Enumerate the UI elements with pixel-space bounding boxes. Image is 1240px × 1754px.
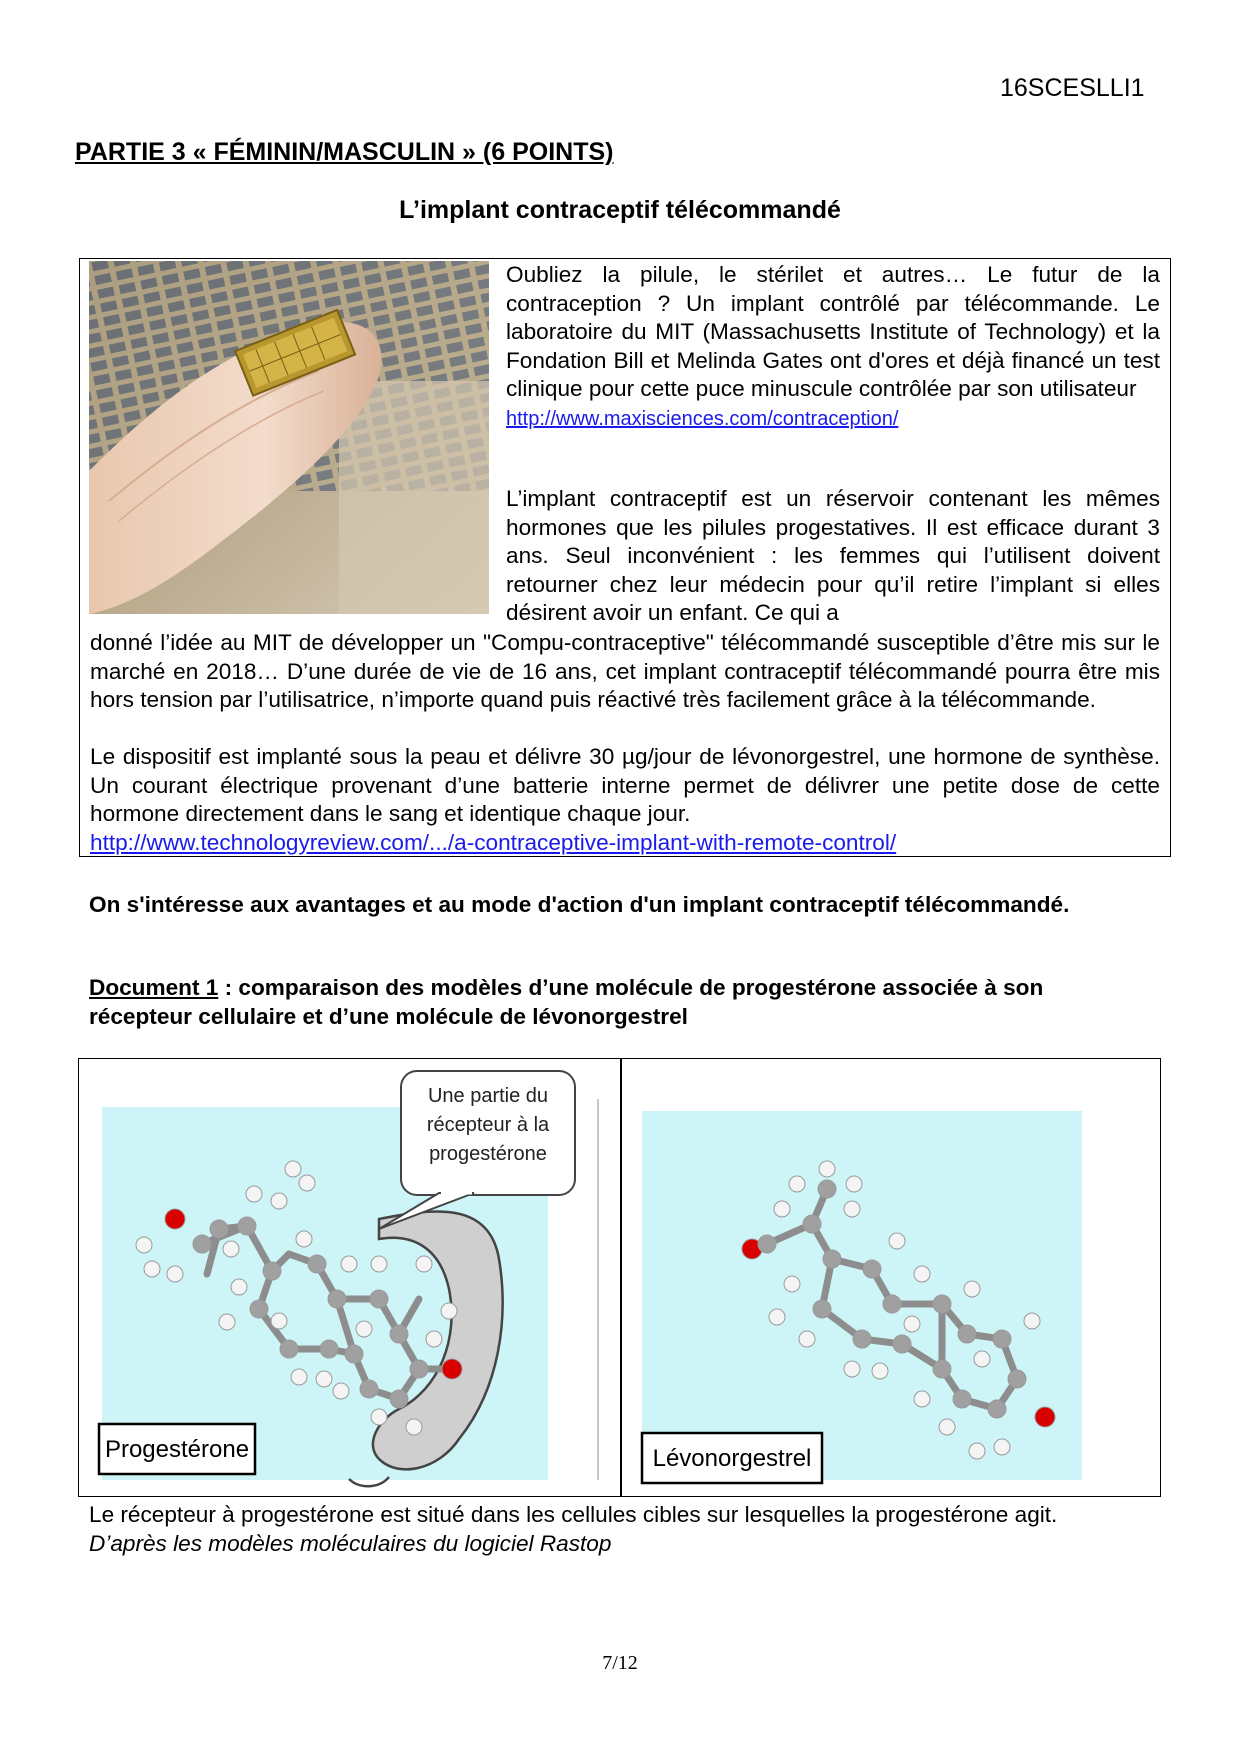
- microchip-on-finger-image: [89, 261, 489, 614]
- technologyreview-link[interactable]: http://www.technologyreview.com/.../a-contraceptive-implant-with-remote-control/: [90, 829, 897, 855]
- part-title: PARTIE 3 « FÉMININ/MASCULIN » (6 POINTS): [75, 138, 614, 166]
- document-title: L’implant contraceptif télécommandé: [399, 196, 841, 224]
- caption-text: Le récepteur à progestérone est situé dans les cellules cibles sur lesquelles la progestérone agit.: [89, 1502, 1058, 1527]
- article-p3-text: Le dispositif est implanté sous la peau et délivre 30 µg/jour de lévonorgestrel, une hormone de synthèse. Un courant électrique provenant d’une batterie interne permet de délivrer une petite dose de cette hormone directement dans le sang et identique chaque jour.: [90, 744, 1160, 827]
- document1-label: Document 1: [89, 975, 219, 1000]
- page-number: 7/12: [602, 1652, 638, 1674]
- caption-source: D’après les modèles moléculaires du logiciel Rastop: [89, 1531, 612, 1556]
- bubble-text-1: Une partie du: [427, 1085, 549, 1107]
- progesterone-label: Progestérone: [104, 1436, 250, 1463]
- molecule-comparison-box: [78, 1058, 1161, 1497]
- bubble-text-3: progestérone: [429, 1143, 547, 1165]
- exam-code: 16SCESLLI1: [1000, 74, 1145, 102]
- levonorgestrel-panel: [622, 1059, 1160, 1496]
- levonorgestrel-background: [642, 1111, 1082, 1480]
- article-box: [79, 258, 1171, 857]
- article-paragraph-1: [506, 261, 1160, 434]
- document1-title: : comparaison des modèles d’une molécule de progestérone associée à son récepteur cellulaire et d’une molécule de lévonorgestrel: [89, 975, 1044, 1029]
- levonorgestrel-label: Lévonorgestrel: [652, 1445, 812, 1472]
- document1-heading: [89, 973, 1151, 1031]
- maxisciences-link[interactable]: http://www.maxisciences.com/contraception/: [506, 407, 899, 430]
- article-paragraph-3: [90, 743, 1160, 857]
- intro-statement: On s'intéresse aux avantages et au mode d'action d'un implant contraceptif télécommandé.: [89, 892, 1070, 917]
- document1-caption: [89, 1500, 1057, 1558]
- progesterone-panel: [79, 1059, 620, 1496]
- article-paragraph-2a: L’implant contraceptif est un réservoir contenant les mêmes hormones que les pilules progestatives. Il est efficace durant 3 ans. Seul inconvénient : les femmes qui l’utilisent doivent retourner chez leur médecin pour qu’il retire l’implant si elles désirent avoir un enfant. Ce qui a: [506, 486, 1160, 626]
- bubble-text-2: récepteur à la: [426, 1114, 550, 1136]
- article-p1-text: Oubliez la pilule, le stérilet et autres… Le futur de la contraception ? Un implant contrôlé par télécommande. Le laboratoire du MIT (Massachusetts Institute of Technology) et la Fondation Bill et Melinda Gates ont d'ores et déjà financé un test clinique pour cette puce minuscule contrôlée par son utilisateur: [506, 262, 1160, 402]
- article-paragraph-2b: donné l’idée au MIT de développer un "Compu-contraceptive" télécommandé susceptible d’être mis sur le marché en 2018… D’une durée de vie de 16 ans, cet implant contraceptif télécommandé pourra être mis hors tension par l’utilisatrice, n’importe quand puis réactivé très facilement grâce à la télécommande.: [90, 630, 1160, 713]
